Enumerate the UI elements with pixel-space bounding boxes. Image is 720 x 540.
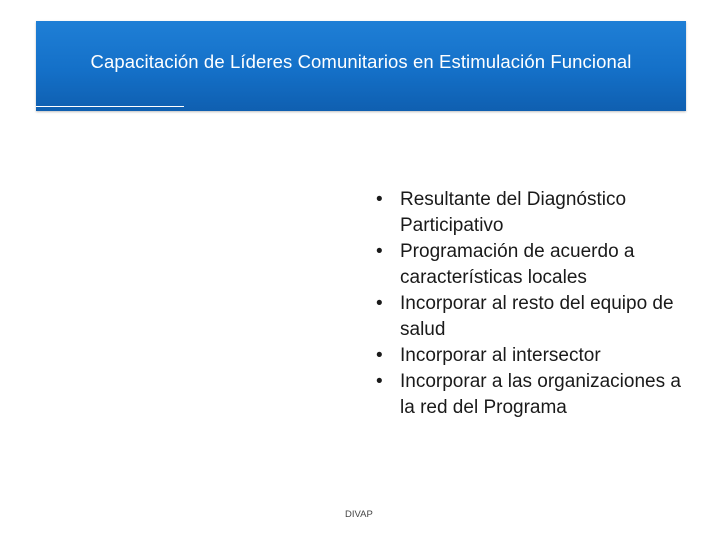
- bullet-text: Programación de acuerdo a características locales: [400, 241, 635, 288]
- slide-title: Capacitación de Líderes Comunitarios en Estimulación Funcional: [90, 51, 632, 72]
- bullet-item: [376, 187, 690, 239]
- title-bar: [36, 21, 686, 111]
- bullet-text: Incorporar al intersector: [400, 345, 601, 366]
- bullet-dot-icon: •: [376, 293, 383, 314]
- footer-label: DIVAP: [345, 509, 373, 520]
- bullet-text: Resultante del Diagnóstico Participativo: [400, 189, 627, 236]
- title-underline: [36, 106, 184, 107]
- bullet-item: [376, 369, 690, 421]
- bullet-dot-icon: •: [376, 345, 383, 366]
- bullet-item: [376, 239, 690, 291]
- bullet-item: [376, 343, 690, 369]
- bullet-dot-icon: •: [376, 189, 383, 210]
- bullet-item: [376, 291, 690, 343]
- bullet-dot-icon: •: [376, 241, 383, 262]
- bullet-dot-icon: •: [376, 371, 383, 392]
- bullet-text: Incorporar a las organizaciones a la red del Programa: [400, 371, 681, 418]
- bullet-text: Incorporar al resto del equipo de salud: [400, 293, 674, 340]
- bullet-list: [376, 187, 696, 421]
